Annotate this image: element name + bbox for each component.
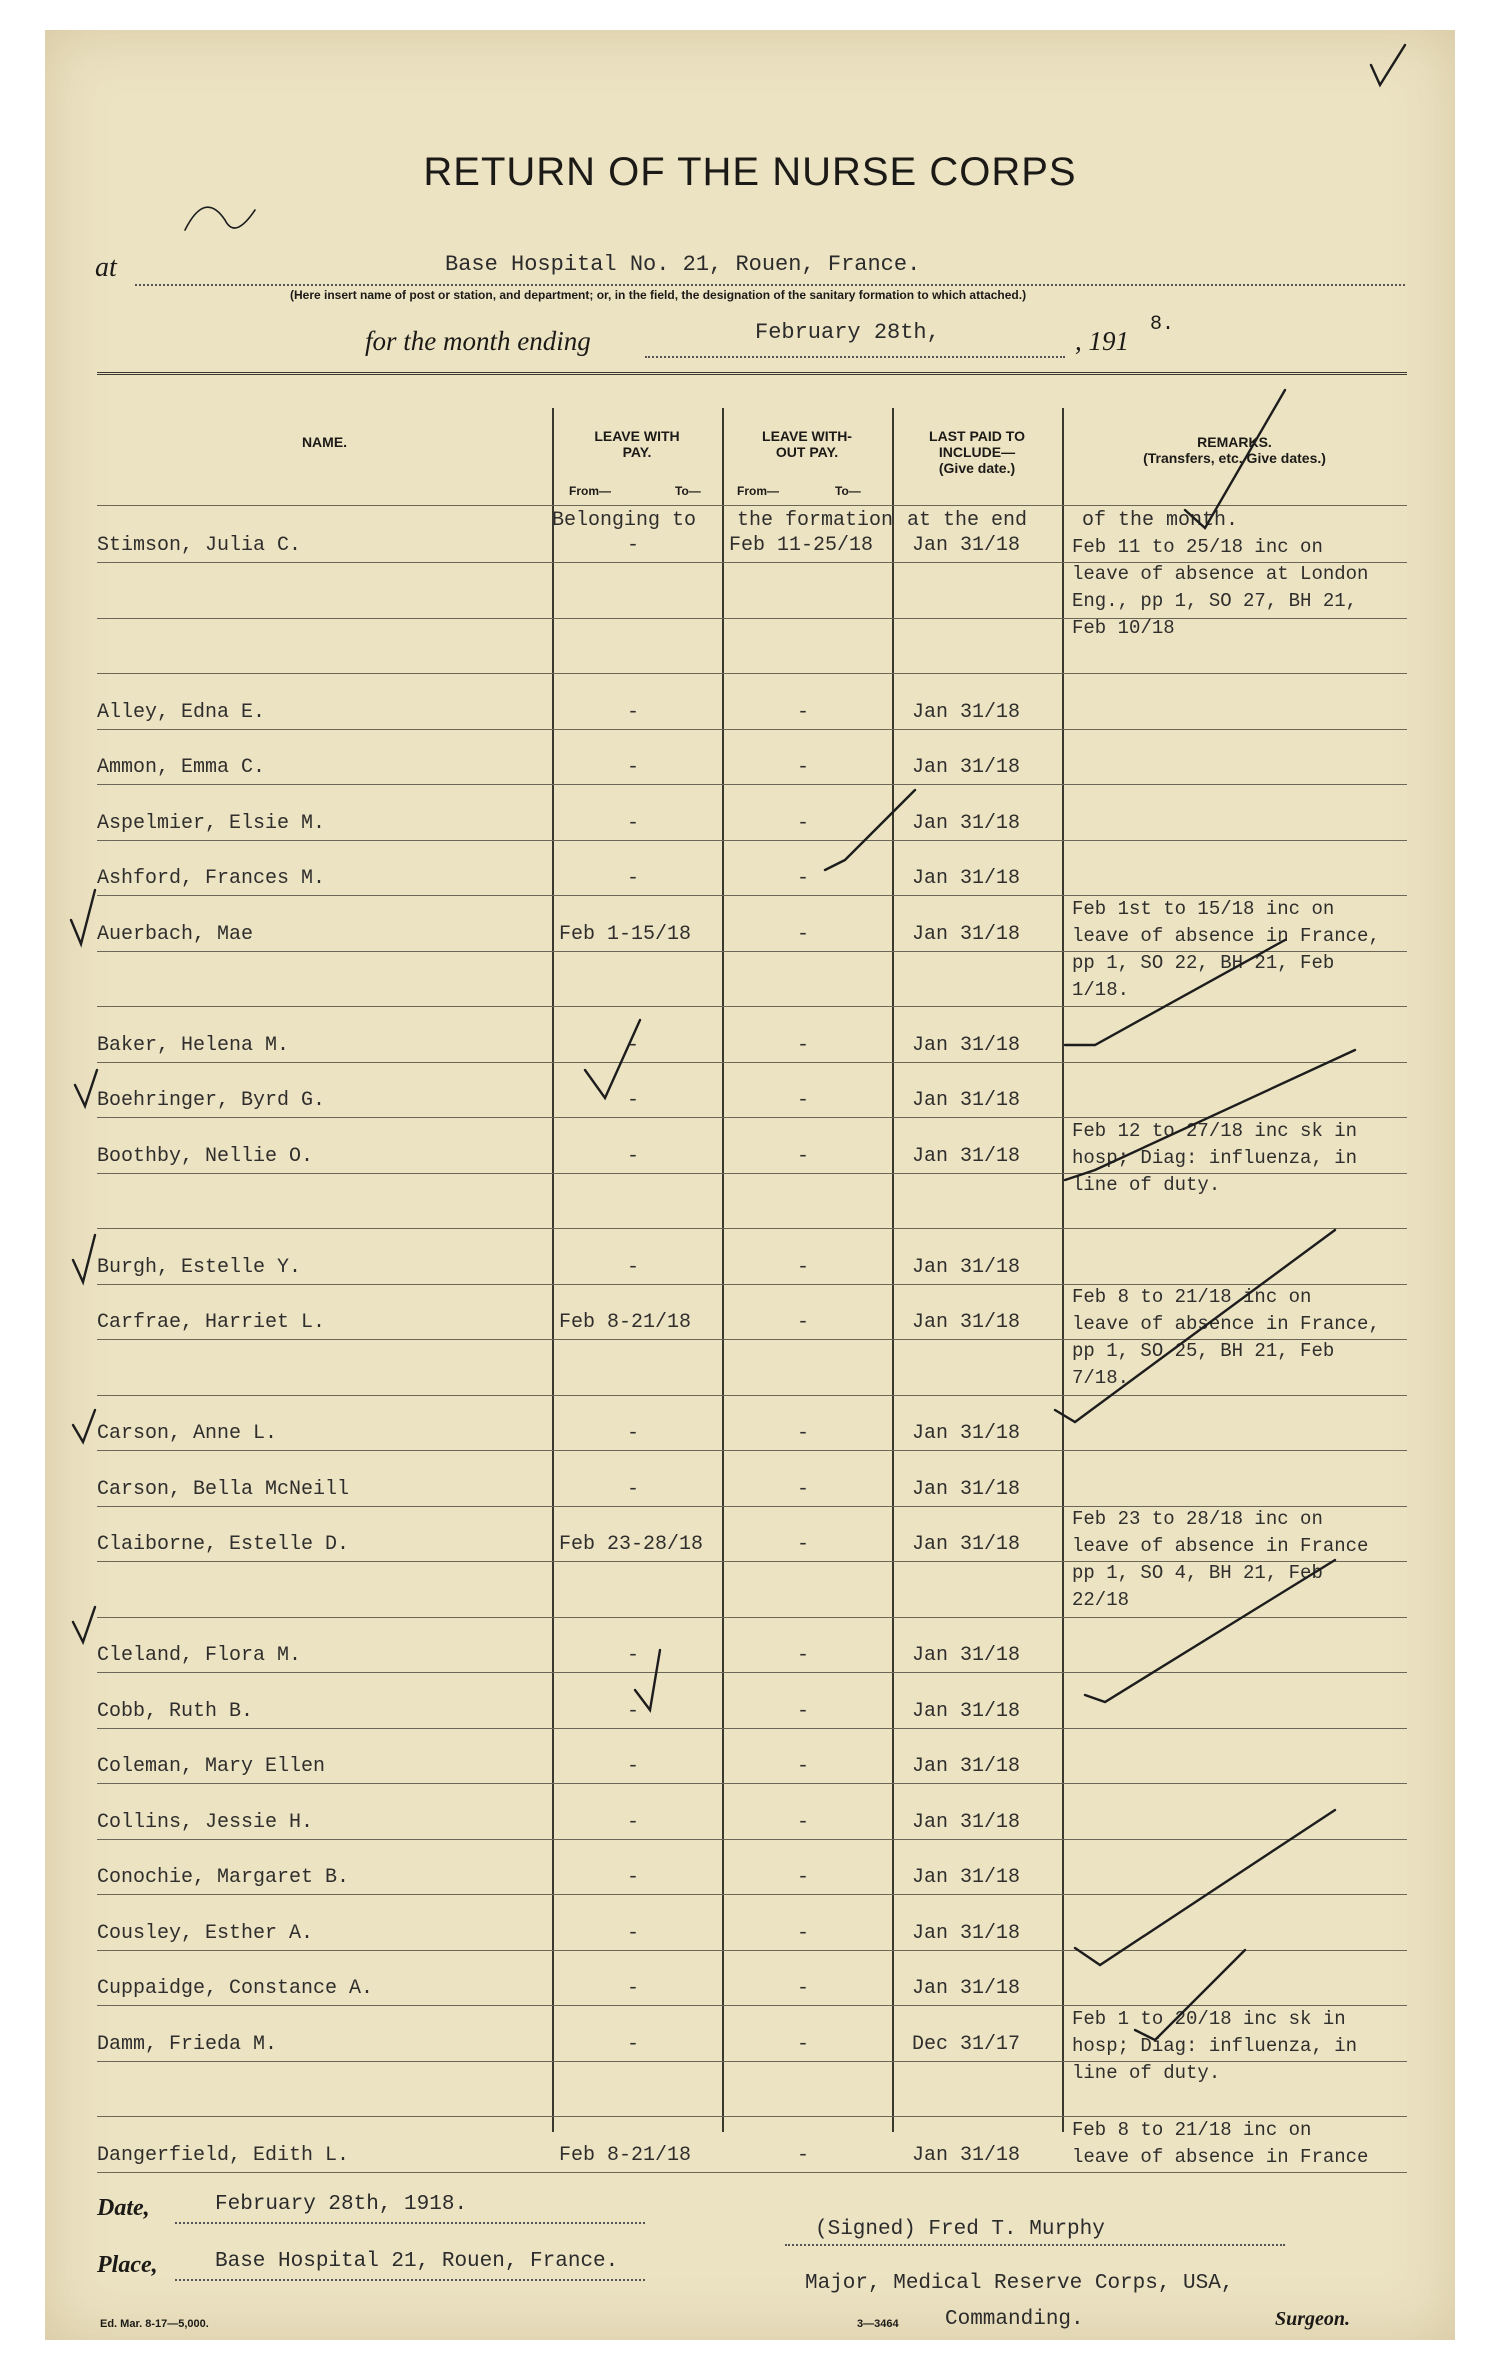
commanding: Commanding. xyxy=(945,2308,1084,2331)
cell-without-pay: - xyxy=(797,1089,810,1112)
cell-last-paid: Jan 31/18 xyxy=(912,811,1021,835)
cell-name: Ashford, Frances M. xyxy=(97,867,326,890)
cell-name: Claiborne, Estelle D. xyxy=(97,1533,350,1556)
column-divider xyxy=(1062,408,1064,2132)
cell-name: Cousley, Esther A. xyxy=(97,1921,314,1945)
form-number: 3—3464 xyxy=(857,2318,899,2330)
cell-name: Ammon, Emma C. xyxy=(97,756,266,779)
cell-without-pay: - xyxy=(797,1921,810,1945)
at-value: Base Hospital No. 21, Rouen, France. xyxy=(445,252,921,277)
header-remarks-line2: (Transfers, etc. Give dates.) xyxy=(1143,450,1326,466)
header-leave-without-pay xyxy=(722,428,892,460)
cell-name: Carson, Anne L. xyxy=(97,1422,278,1445)
remark-text: Feb 8 to 21/18 inc on leave of absence in France xyxy=(1072,2118,1369,2168)
cell-name: Cuppaidge, Constance A. xyxy=(97,1977,374,2000)
header-remarks-line1: REMARKS. xyxy=(1197,434,1272,450)
row-rule xyxy=(97,673,1407,674)
month-line xyxy=(645,356,1065,358)
cell-with-pay: - xyxy=(627,1699,640,1723)
cell-last-paid: Jan 31/18 xyxy=(912,1533,1021,1556)
header-leave-with-pay xyxy=(552,428,722,460)
banner-text-3: at the end xyxy=(907,509,1028,532)
cell-name: Conochie, Margaret B. xyxy=(97,1866,350,1889)
cell-with-pay: - xyxy=(627,1977,640,2000)
header-leave-without-pay-line2: OUT PAY. xyxy=(775,444,839,460)
at-label: at xyxy=(95,252,117,283)
cell-last-paid: Jan 31/18 xyxy=(912,1921,1021,1945)
cell-without-pay: - xyxy=(797,1533,810,1556)
cell-name: Cobb, Ruth B. xyxy=(97,1699,254,1723)
cell-name: Coleman, Mary Ellen xyxy=(97,1755,326,1778)
cell-without-pay: - xyxy=(797,756,810,779)
header-last-paid-line3: (Give date.) xyxy=(938,460,1016,476)
signed-by: (Signed) Fred T. Murphy xyxy=(815,2218,1105,2241)
banner-text-4: of the month. xyxy=(1082,509,1239,532)
cell-name: Damm, Frieda M. xyxy=(97,2032,278,2056)
cell-name: Collins, Jessie H. xyxy=(97,1810,314,1834)
row-rule xyxy=(97,1062,1407,1063)
row-rule xyxy=(97,1395,1407,1396)
header-without-pay-from: From— xyxy=(737,484,779,498)
header-remarks xyxy=(1062,434,1407,466)
cell-last-paid: Jan 31/18 xyxy=(912,1810,1021,1834)
cell-name: Boehringer, Byrd G. xyxy=(97,1089,326,1112)
cell-without-pay: - xyxy=(797,1477,810,1501)
banner-text-1: Belonging to xyxy=(552,509,697,532)
cell-with-pay: - xyxy=(627,1921,640,1945)
date-value: February 28th, 1918. xyxy=(215,2193,468,2216)
remark-text: Feb 8 to 21/18 inc on leave of absence in France, pp 1, SO 25, BH 21, Feb 7/18. xyxy=(1072,1286,1380,1389)
cell-with-pay: - xyxy=(627,756,640,779)
cell-last-paid: Jan 31/18 xyxy=(912,1311,1021,1334)
cell-with-pay: Feb 8-21/18 xyxy=(559,1311,692,1334)
cell-with-pay: - xyxy=(627,1755,640,1778)
cell-without-pay: - xyxy=(797,2143,810,2167)
cell-without-pay: - xyxy=(797,2032,810,2056)
cell-last-paid: Jan 31/18 xyxy=(912,867,1021,890)
year-prefix: , 191 xyxy=(1075,326,1129,356)
place-label: Place, xyxy=(97,2252,158,2278)
cell-name: Boothby, Nellie O. xyxy=(97,1144,314,1168)
cell-last-paid: Jan 31/18 xyxy=(912,756,1021,779)
row-rule xyxy=(97,784,1407,785)
remark-text: Feb 1st to 15/18 inc on leave of absence in France, pp 1, SO 22, BH 21, Feb 1/18. xyxy=(1072,897,1380,1001)
date-line xyxy=(175,2222,645,2224)
row-rule xyxy=(97,1783,1407,1784)
cell-name: Aspelmier, Elsie M. xyxy=(97,811,326,835)
form-sheet xyxy=(45,30,1455,2340)
cell-with-pay: - xyxy=(627,700,640,724)
cell-last-paid: Jan 31/18 xyxy=(912,1477,1021,1501)
cell-without-pay: - xyxy=(797,867,810,890)
nurse-table xyxy=(97,372,1407,2168)
row-rule xyxy=(97,1894,1407,1895)
cell-without-pay: - xyxy=(797,1255,810,1279)
table-top-rule xyxy=(97,372,1407,375)
cell-with-pay: - xyxy=(627,1255,640,1279)
cell-without-pay: - xyxy=(797,1422,810,1445)
cell-without-pay: - xyxy=(797,1699,810,1723)
remark-text: Feb 23 to 28/18 inc on leave of absence in France pp 1, SO 4, BH 21, Feb 22/18 xyxy=(1072,1508,1369,1611)
header-last-paid-line2: INCLUDE— xyxy=(938,444,1016,460)
header-with-pay-from: From— xyxy=(569,484,611,498)
cell-last-paid: Jan 31/18 xyxy=(912,2143,1021,2167)
row-rule xyxy=(97,1728,1407,1729)
cell-with-pay: - xyxy=(627,867,640,890)
edition-note: Ed. Mar. 8-17—5,000. xyxy=(100,2318,209,2330)
cell-without-pay: - xyxy=(797,1810,810,1834)
month-value: February 28th, xyxy=(755,320,940,345)
cell-without-pay: - xyxy=(797,1144,810,1168)
row-rule xyxy=(97,1617,1407,1618)
cell-with-pay: Feb 1-15/18 xyxy=(559,922,692,946)
cell-without-pay: - xyxy=(797,1866,810,1889)
year-suffix: 8. xyxy=(1150,313,1175,336)
place-value: Base Hospital 21, Rouen, France. xyxy=(215,2250,619,2273)
signature-line xyxy=(785,2244,1285,2246)
cell-with-pay: - xyxy=(627,1866,640,1889)
date-label: Date, xyxy=(97,2195,150,2221)
cell-last-paid: Jan 31/18 xyxy=(912,1699,1021,1723)
at-line xyxy=(135,284,1405,286)
header-last-paid-line1: LAST PAID TO xyxy=(929,428,1025,444)
cell-with-pay: - xyxy=(627,1422,640,1445)
cell-last-paid: Jan 31/18 xyxy=(912,700,1021,724)
column-divider xyxy=(552,408,554,2132)
header-leave-with-pay-line1: LEAVE WITH xyxy=(594,428,680,444)
remark-text: Feb 1 to 20/18 inc sk in hosp; Diag: influenza, in line of duty. xyxy=(1072,2007,1358,2084)
header-without-pay-to: To— xyxy=(835,484,861,498)
cell-last-paid: Jan 31/18 xyxy=(912,1422,1021,1445)
cell-with-pay: - xyxy=(627,1144,640,1168)
cell-without-pay: - xyxy=(797,922,810,946)
cell-name: Baker, Helena M. xyxy=(97,1033,290,1057)
cell-with-pay: - xyxy=(627,2032,640,2056)
header-leave-with-pay-line2: PAY. xyxy=(622,444,652,460)
row-rule xyxy=(97,1672,1407,1673)
cell-without-pay: - xyxy=(797,700,810,724)
cell-name: Carson, Bella McNeill xyxy=(97,1477,350,1501)
cell-name: Stimson, Julia C. xyxy=(97,534,302,557)
header-name: NAME. xyxy=(301,434,348,450)
row-rule xyxy=(97,2172,1407,2173)
cell-with-pay: - xyxy=(627,1089,640,1112)
month-label: for the month ending xyxy=(365,326,591,356)
remark-text: Feb 11 to 25/18 inc on leave of absence at London Eng., pp 1, SO 27, BH 21, Feb 10/18 xyxy=(1072,536,1369,639)
cell-with-pay: - xyxy=(627,811,640,835)
cell-last-paid: Jan 31/18 xyxy=(912,1255,1021,1279)
header-leave-without-pay-line1: LEAVE WITH- xyxy=(762,428,852,444)
cell-last-paid: Jan 31/18 xyxy=(912,1033,1021,1057)
cell-name: Cleland, Flora M. xyxy=(97,1644,302,1667)
remark-text: Feb 12 to 27/18 inc sk in hosp; Diag: influenza, in line of duty. xyxy=(1072,1119,1358,1196)
cell-with-pay: Feb 23-28/18 xyxy=(559,1533,704,1556)
cell-without-pay: - xyxy=(797,1977,810,2000)
signer-rank: Major, Medical Reserve Corps, USA, xyxy=(805,2272,1234,2295)
cell-with-pay: - xyxy=(627,1477,640,1501)
header-last-paid xyxy=(892,428,1062,476)
column-divider xyxy=(892,408,894,2132)
row-rule xyxy=(97,1006,1407,1007)
cell-name: Auerbach, Mae xyxy=(97,922,254,946)
row-rule xyxy=(97,840,1407,841)
cell-name: Alley, Edna E. xyxy=(97,700,266,724)
cell-with-pay: - xyxy=(627,1810,640,1834)
place-line xyxy=(175,2279,645,2281)
cell-without-pay: Feb 11-25/18 xyxy=(729,534,874,557)
cell-last-paid: Jan 31/18 xyxy=(912,1977,1021,2000)
header-bottom-rule xyxy=(97,505,1407,506)
cell-last-paid: Jan 31/18 xyxy=(912,1089,1021,1112)
cell-with-pay: Feb 8-21/18 xyxy=(559,2143,692,2167)
cell-with-pay: - xyxy=(627,1644,640,1667)
cell-without-pay: - xyxy=(797,1644,810,1667)
row-rule xyxy=(97,1839,1407,1840)
cell-with-pay: - xyxy=(627,1033,640,1057)
cell-last-paid: Dec 31/17 xyxy=(912,2032,1021,2056)
column-divider xyxy=(722,408,724,2132)
surgeon-label: Surgeon. xyxy=(1275,2308,1351,2330)
cell-name: Burgh, Estelle Y. xyxy=(97,1255,302,1279)
row-rule xyxy=(97,1228,1407,1229)
cell-with-pay: - xyxy=(627,534,640,557)
cell-last-paid: Jan 31/18 xyxy=(912,922,1021,946)
cell-without-pay: - xyxy=(797,1033,810,1057)
cell-without-pay: - xyxy=(797,811,810,835)
cell-last-paid: Jan 31/18 xyxy=(912,1755,1021,1778)
cell-last-paid: Jan 31/18 xyxy=(912,1866,1021,1889)
row-rule xyxy=(97,1450,1407,1451)
cell-without-pay: - xyxy=(797,1311,810,1334)
cell-name: Dangerfield, Edith L. xyxy=(97,2143,350,2167)
header-with-pay-to: To— xyxy=(675,484,701,498)
cell-last-paid: Jan 31/18 xyxy=(912,534,1021,557)
row-rule xyxy=(97,729,1407,730)
at-note: (Here insert name of post or station, and department; or, in the field, the designation of the sanitary formation to which attached.) xyxy=(290,288,1027,302)
banner-text-2: the formation xyxy=(737,509,894,532)
cell-last-paid: Jan 31/18 xyxy=(912,1644,1021,1667)
cell-last-paid: Jan 31/18 xyxy=(912,1144,1021,1168)
form-title: RETURN OF THE NURSE CORPS xyxy=(423,150,1077,194)
cell-name: Carfrae, Harriet L. xyxy=(97,1311,326,1334)
cell-without-pay: - xyxy=(797,1755,810,1778)
row-rule xyxy=(97,1950,1407,1951)
